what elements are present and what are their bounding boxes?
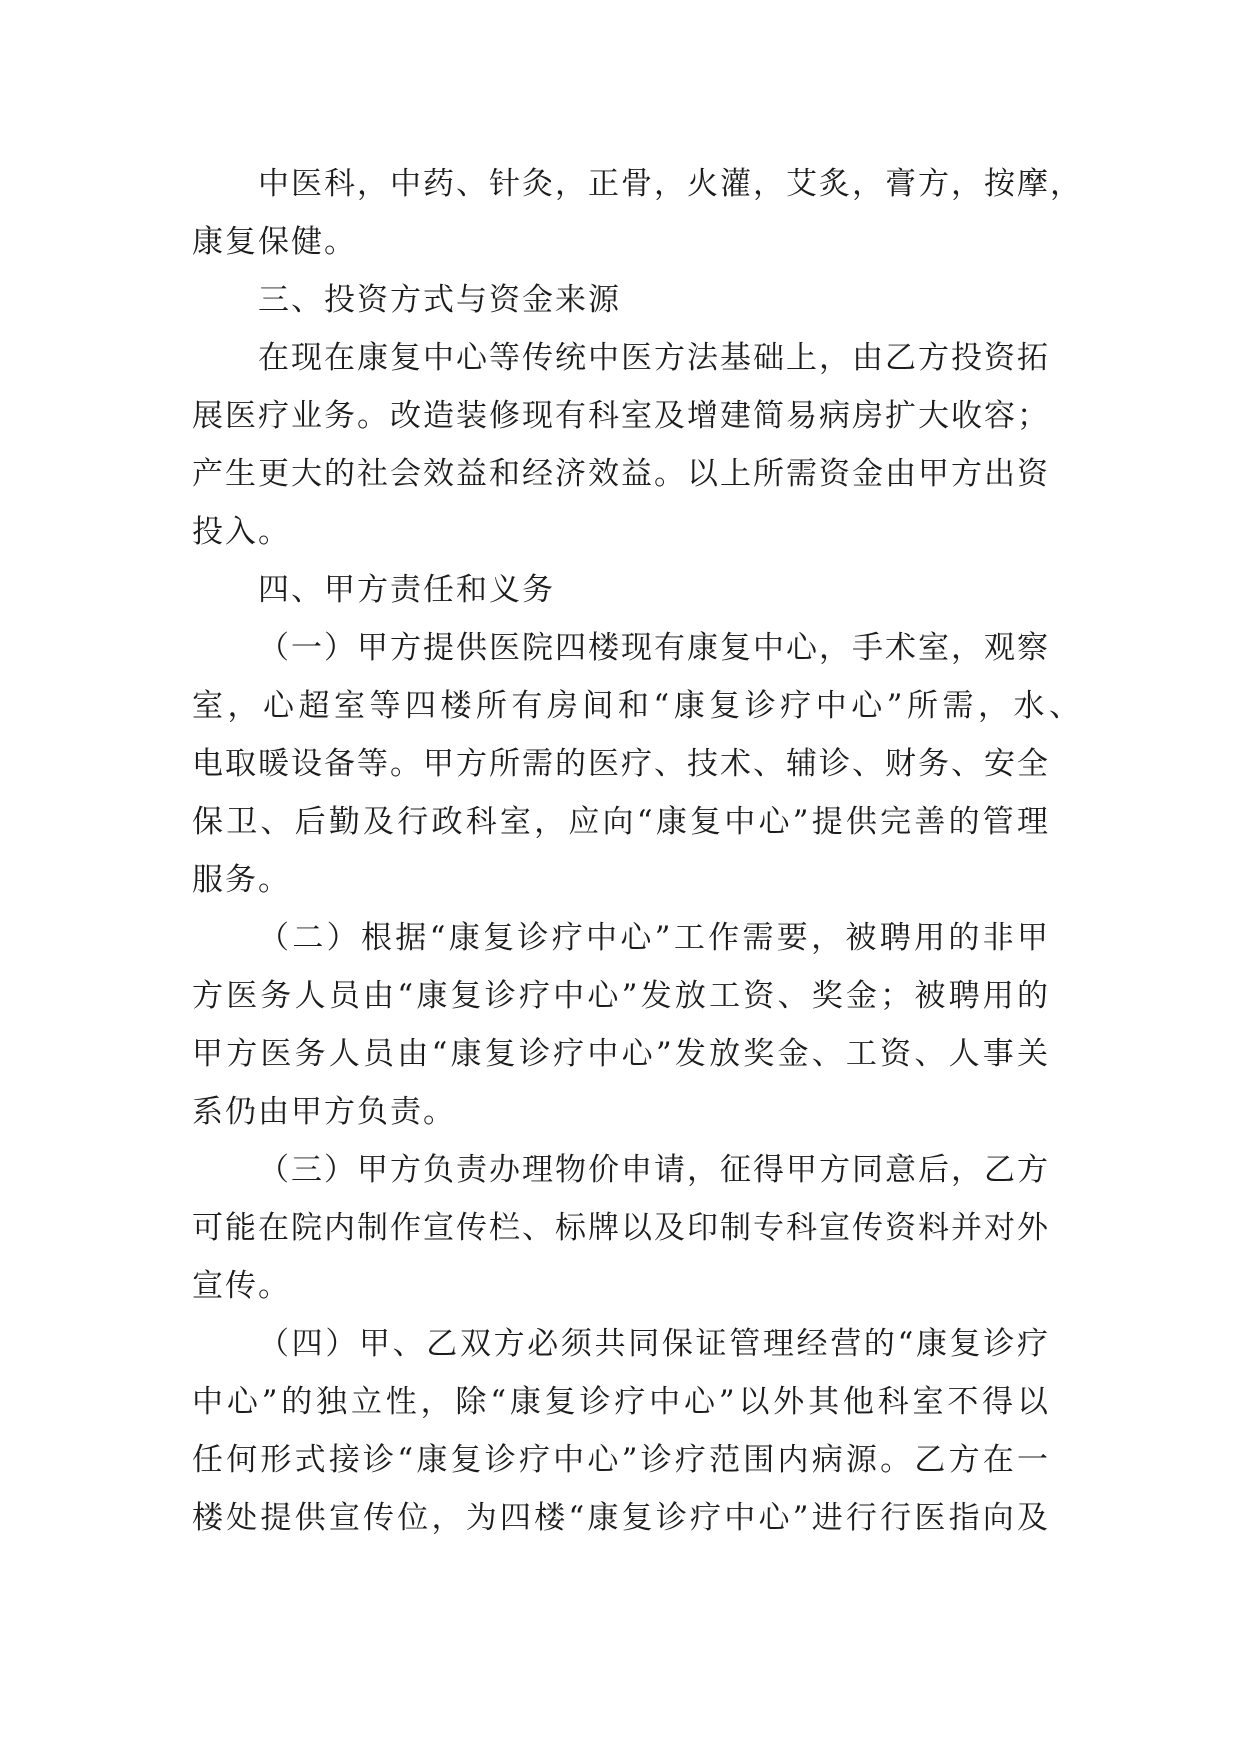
- text-line: （四）甲、乙双方必须共同保证管理经营的“康复诊疗: [258, 1326, 1050, 1362]
- text-line: 中心”的独立性，除“康复诊疗中心”以外其他科室不得以: [192, 1384, 1050, 1420]
- text-line: 展医疗业务。改造装修现有科室及增建简易病房扩大收容；: [192, 398, 1050, 434]
- text-line: 甲方医务人员由“康复诊疗中心”发放奖金、工资、人事关: [192, 1036, 1050, 1072]
- text-line: 在现在康复中心等传统中医方法基础上，由乙方投资拓: [258, 340, 1050, 376]
- text-line: 系仍由甲方负责。: [192, 1094, 456, 1130]
- text-line: 电取暖设备等。甲方所需的医疗、技术、辅诊、财务、安全: [192, 746, 1050, 782]
- text-line: 室，心超室等四楼所有房间和“康复诊疗中心”所需，水、: [192, 688, 1082, 724]
- text-line: 中医科，中药、针灸，正骨，火灌，艾炙，膏方，按摩，: [258, 166, 1083, 202]
- section-heading: 三、投资方式与资金来源: [258, 282, 621, 318]
- text-line: 楼处提供宣传位，为四楼“康复诊疗中心”进行行医指向及: [192, 1500, 1050, 1536]
- text-line: 任何形式接诊“康复诊疗中心”诊疗范围内病源。乙方在一: [192, 1442, 1050, 1478]
- text-line: （三）甲方负责办理物价申请，征得甲方同意后，乙方: [258, 1152, 1050, 1188]
- text-line: 投入。: [192, 514, 291, 550]
- text-line: 保卫、后勤及行政科室，应向“康复中心”提供完善的管理: [192, 804, 1050, 840]
- text-line: 可能在院内制作宣传栏、标牌以及印制专科宣传资料并对外: [192, 1210, 1050, 1246]
- text-line: （二）根据“康复诊疗中心”工作需要，被聘用的非甲: [258, 920, 1050, 956]
- text-line: （一）甲方提供医院四楼现有康复中心，手术室，观察: [258, 630, 1050, 666]
- text-line: 康复保健。: [192, 224, 357, 260]
- text-line: 服务。: [192, 862, 291, 898]
- text-line: 方医务人员由“康复诊疗中心”发放工资、奖金；被聘用的: [192, 978, 1050, 1014]
- text-line: 宣传。: [192, 1268, 291, 1304]
- section-heading: 四、甲方责任和义务: [258, 572, 555, 608]
- text-line: 产生更大的社会效益和经济效益。以上所需资金由甲方出资: [192, 456, 1050, 492]
